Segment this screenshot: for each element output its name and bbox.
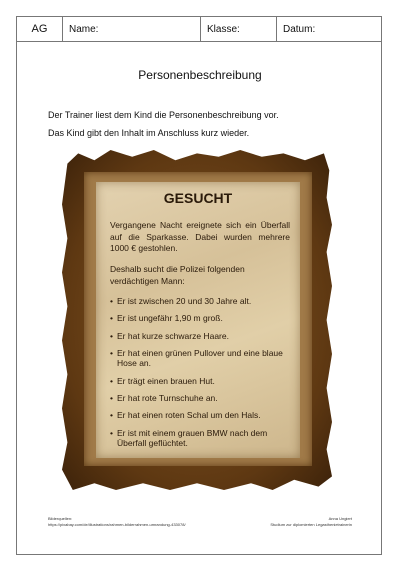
header-name-label: Name: [63, 17, 201, 41]
wanted-heading: GESUCHT [163, 190, 233, 206]
page-title: Personenbeschreibung [138, 68, 262, 82]
list-item: • Er hat kurze schwarze Haare. [110, 331, 294, 342]
suspect-intro: Deshalb sucht die Polizei folgenden verdächtigen Mann: [110, 264, 245, 286]
suspect-traits-list [110, 296, 294, 455]
header-ag: AG [17, 17, 63, 41]
instruction-1: Der Trainer liest dem Kind die Personenbeschreibung vor. [48, 110, 279, 120]
list-item: • Er ist ungefähr 1,90 m groß. [110, 313, 294, 324]
list-item: • Er ist zwischen 20 und 30 Jahre alt. [110, 296, 294, 307]
list-item: • Er hat einen roten Schal um den Hals. [110, 410, 294, 421]
list-item: • Er ist mit einem grauen BMW nach dem Überfall geflüchtet. [110, 428, 294, 449]
image-sources-url: https://pixabay.com/de/illustrations/rahmen-bilderrahmen-umrandung-433078/ [48, 521, 186, 527]
author-role: Studium zur diplomierten Legasthenietrainerin [270, 521, 352, 527]
header-klasse-label: Klasse: [201, 17, 277, 41]
header-datum-label: Datum: [283, 23, 316, 35]
author-credit [270, 516, 352, 527]
image-sources [48, 516, 186, 527]
list-item: • Er trägt einen brauen Hut. [110, 376, 294, 387]
image-sources-label: Bilderquellen: [48, 516, 73, 521]
author-name: Anna Ungiert [328, 516, 352, 521]
list-item: • Er hat einen grünen Pullover und eine blaue Hose an. [110, 348, 294, 369]
list-item: • Er hat rote Turnschuhe an. [110, 393, 294, 404]
header-table [16, 16, 382, 42]
robbery-story: Vergangene Nacht ereignete sich ein Überfall auf die Sparkasse. Dabei wurden mehrere 1000 € gestohlen. [110, 220, 290, 253]
instruction-2: Das Kind gibt den Inhalt im Anschluss kurz wieder. [48, 128, 250, 138]
